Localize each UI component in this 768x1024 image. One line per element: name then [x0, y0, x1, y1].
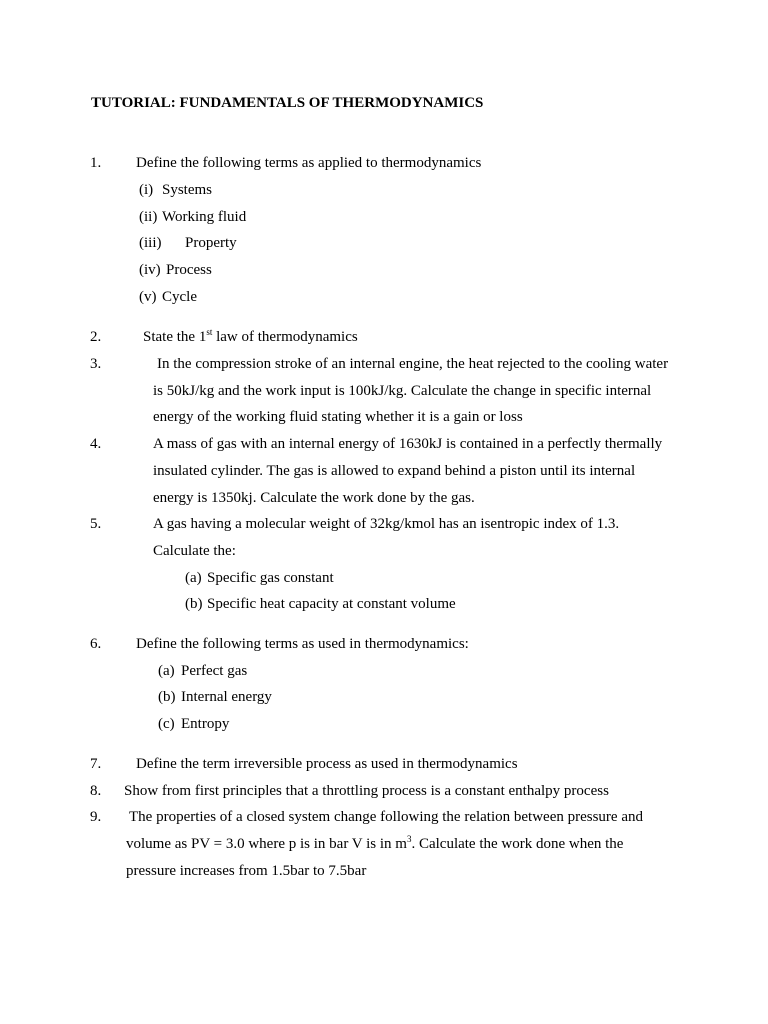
- question-3-line: is 50kJ/kg and the work input is 100kJ/kg. Calculate the change in specific internal: [153, 383, 652, 399]
- question-9-line: pressure increases from 1.5bar to 7.5bar: [126, 863, 367, 879]
- question-2-superscript: st: [206, 327, 213, 337]
- q1-item-text: Systems: [162, 182, 213, 198]
- q1-item-text: Property: [185, 235, 237, 251]
- q1-item-label: (i): [139, 182, 154, 198]
- q6-item-label: (a): [158, 663, 175, 679]
- question-4-line: insulated cylinder. The gas is allowed to expand behind a piston until its internal: [153, 463, 636, 479]
- question-5-line: A gas having a molecular weight of 32kg/kmol has an isentropic index of 1.3.: [153, 516, 620, 532]
- question-5-line: Calculate the:: [153, 543, 236, 559]
- question-4-number: 4.: [90, 436, 102, 452]
- q6-item-text: Entropy: [181, 716, 230, 732]
- question-5-number: 5.: [90, 516, 102, 532]
- q5-item-text: Specific gas constant: [207, 570, 334, 586]
- q1-item-label: (v): [139, 289, 157, 305]
- q6-item-text: Perfect gas: [181, 663, 248, 679]
- q1-item-text: Working fluid: [162, 209, 247, 225]
- question-9-line-post: . Calculate the work done when the: [411, 836, 624, 852]
- question-6-text: Define the following terms as used in thermodynamics:: [136, 636, 469, 652]
- q6-item-text: Internal energy: [181, 689, 272, 705]
- q1-item-text: Process: [166, 262, 212, 278]
- question-9-line: The properties of a closed system change following the relation between pressure and: [129, 809, 643, 825]
- question-2-text-post: law of thermodynamics: [212, 329, 358, 345]
- question-9-number: 9.: [90, 809, 102, 825]
- question-2-number: 2.: [90, 329, 102, 345]
- question-2-text-pre: State the 1: [143, 329, 207, 345]
- q1-item-text: Cycle: [162, 289, 197, 305]
- page-title: TUTORIAL: FUNDAMENTALS OF THERMODYNAMICS: [91, 95, 484, 111]
- q6-item-label: (c): [158, 716, 175, 732]
- question-3-line: In the compression stroke of an internal engine, the heat rejected to the cooling water: [157, 356, 669, 372]
- question-4-line: A mass of gas with an internal energy of 1630kJ is contained in a perfectly thermally: [153, 436, 663, 452]
- question-2-text: [143, 328, 358, 346]
- question-9-line-pre: volume as PV = 3.0 where p is in bar V is in m: [126, 836, 407, 852]
- question-9-superscript: 3: [406, 834, 412, 844]
- question-7-text: Define the term irreversible process as used in thermodynamics: [136, 756, 518, 772]
- question-7-number: 7.: [90, 756, 102, 772]
- question-3-line: energy of the working fluid stating whether it is a gain or loss: [153, 409, 523, 425]
- question-1-number: 1.: [90, 155, 102, 171]
- question-3-number: 3.: [90, 356, 102, 372]
- question-6-number: 6.: [90, 636, 102, 652]
- question-4-line: energy is 1350kj. Calculate the work done by the gas.: [153, 490, 475, 506]
- q1-item-label: (ii): [139, 209, 158, 225]
- q5-item-label: (a): [185, 570, 202, 586]
- q5-item-text: Specific heat capacity at constant volume: [207, 596, 456, 612]
- q1-item-label: (iii): [139, 235, 162, 251]
- question-8-text: Show from first principles that a throttling process is a constant enthalpy process: [124, 783, 609, 799]
- q5-item-label: (b): [185, 596, 203, 612]
- question-1-text: Define the following terms as applied to thermodynamics: [136, 155, 482, 171]
- question-9-line: [126, 835, 623, 853]
- q6-item-label: (b): [158, 689, 176, 705]
- q1-item-label: (iv): [139, 262, 161, 278]
- question-8-number: 8.: [90, 783, 102, 799]
